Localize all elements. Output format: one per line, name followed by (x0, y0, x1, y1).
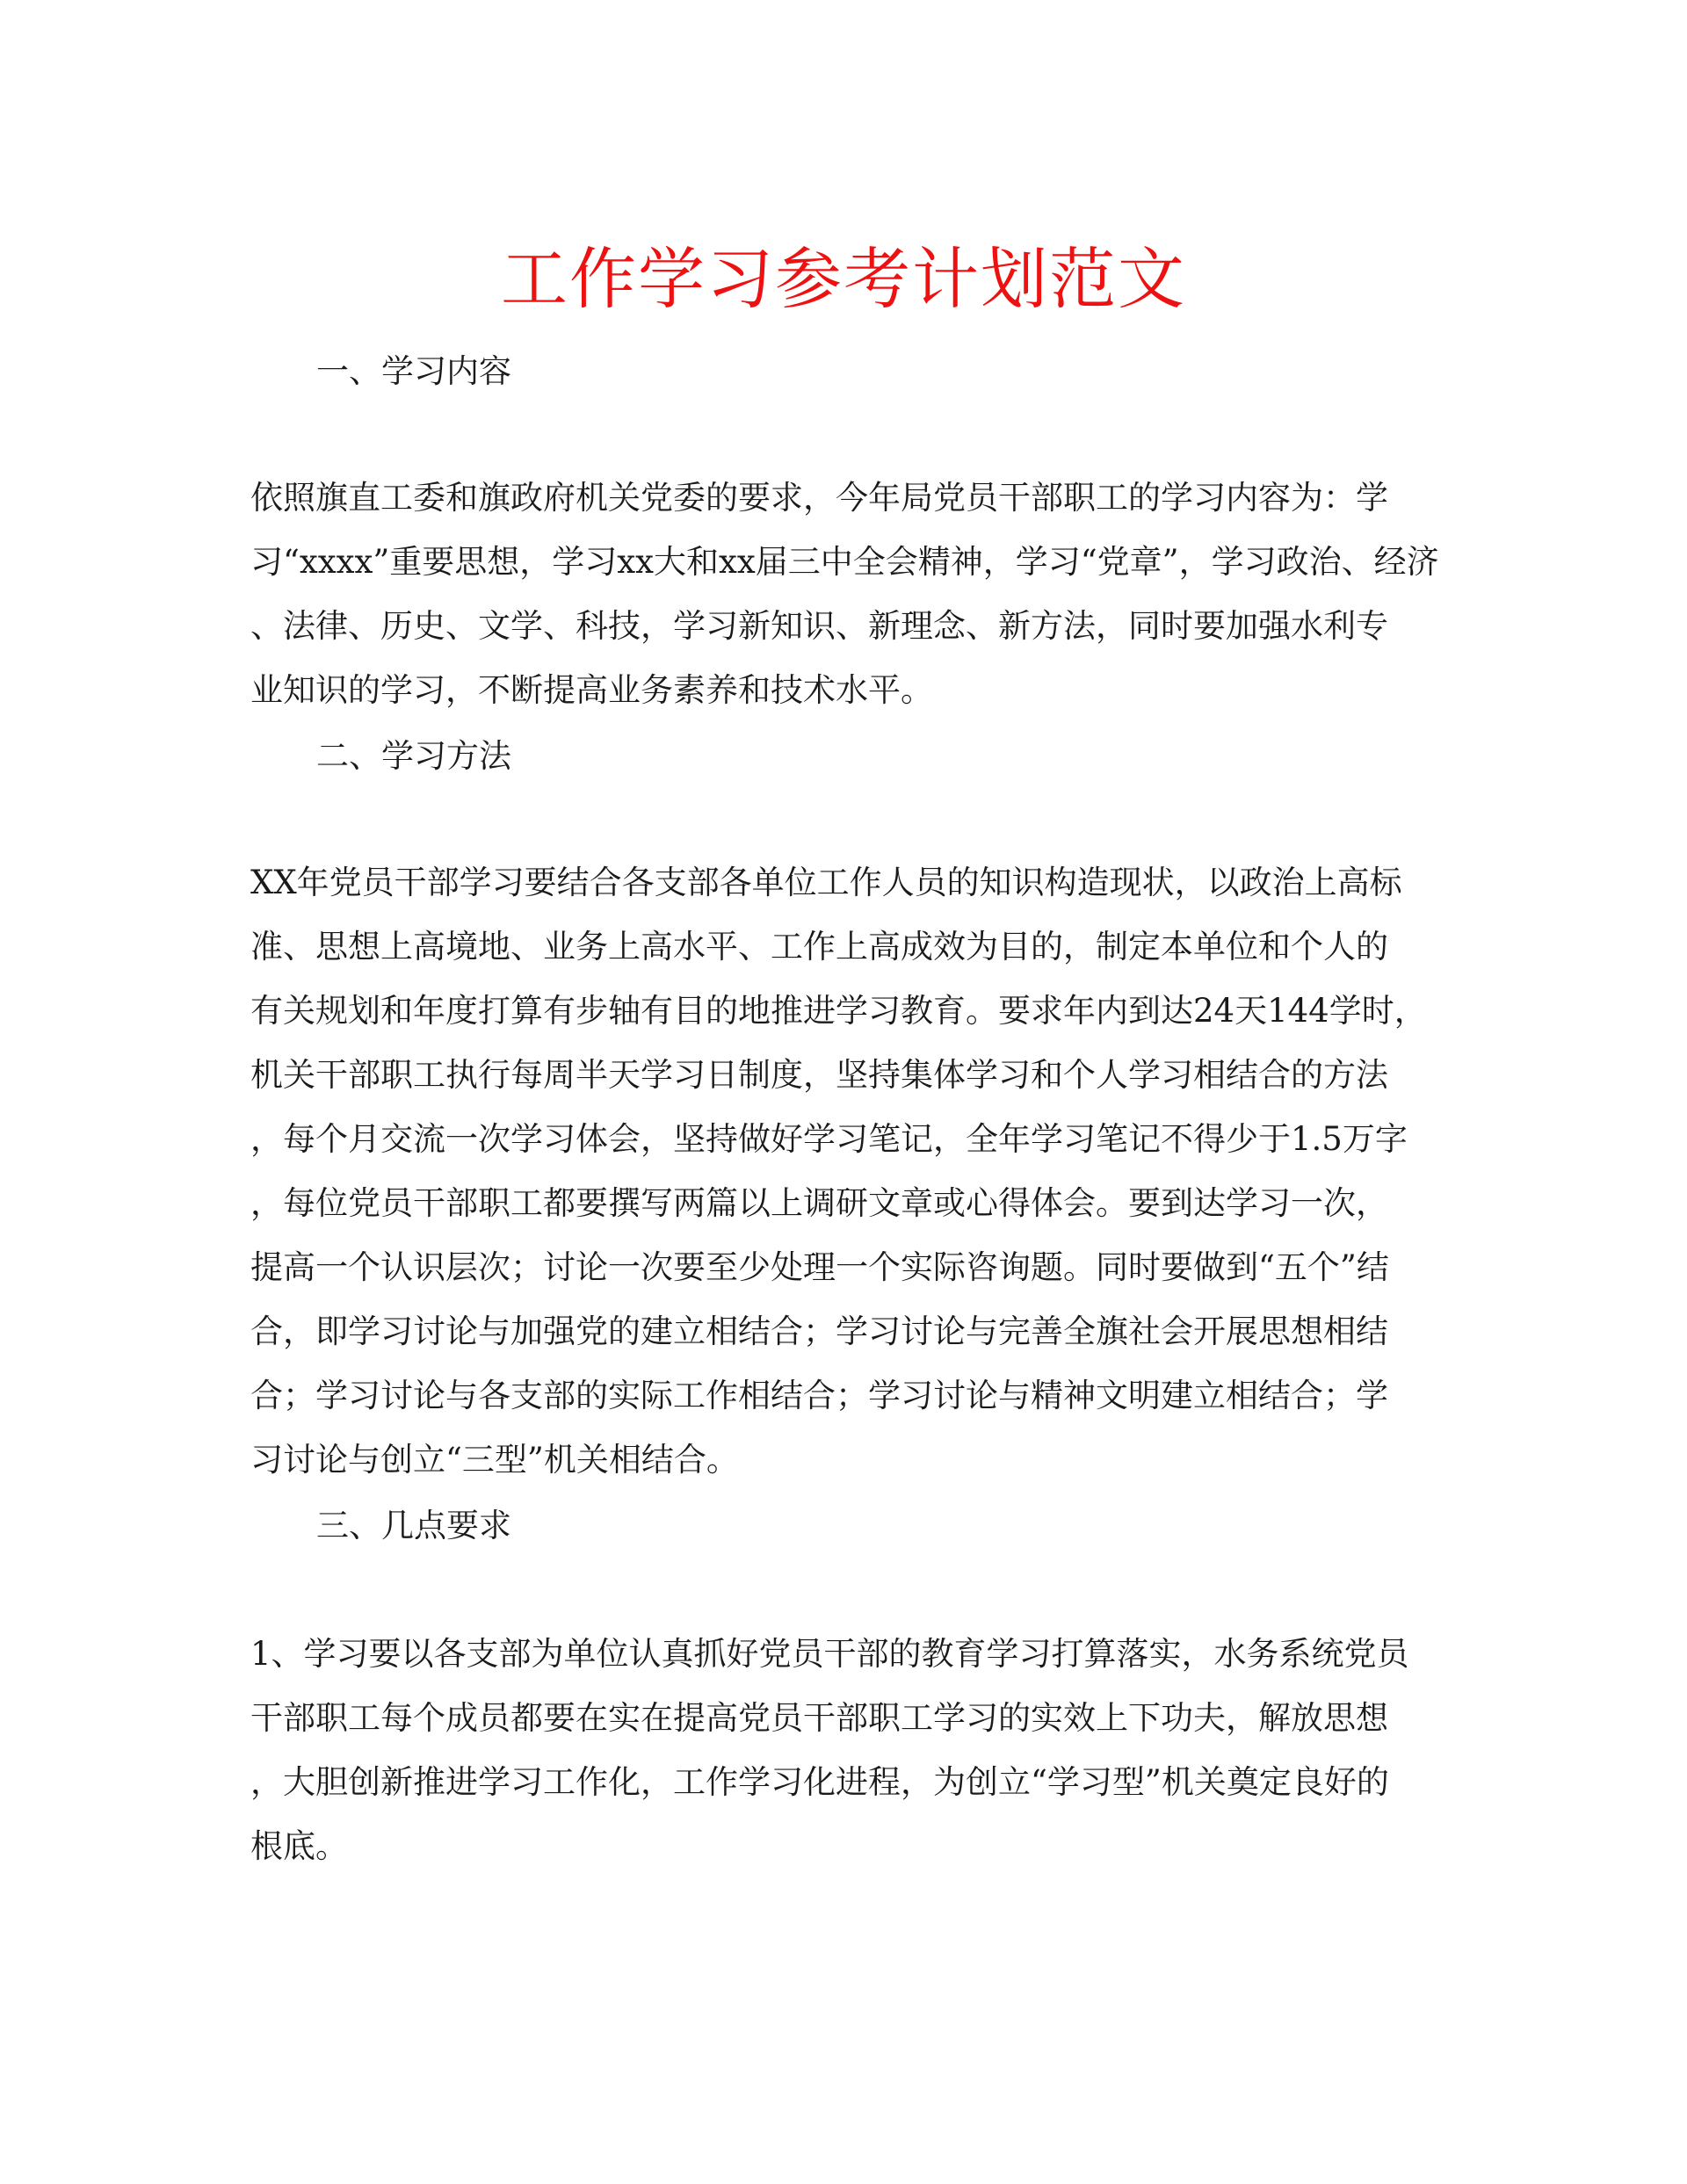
paragraph-line: 业知识的学习，不断提高业务素养和技术水平。 (250, 671, 933, 709)
document-title: 工作学习参考计划范文 (501, 240, 1186, 318)
paragraph-line: 准、思想上高境地、业务上高水平、工作上高成效为目的，制定本单位和个人的 (250, 928, 1388, 965)
paragraph-line: 机关干部职工执行每周半天学习日制度，坚持集体学习和个人学习相结合的方法 (250, 1056, 1388, 1094)
paragraph-line: 干部职工每个成员都要在实在提高党员干部职工学习的实效上下功夫，解放思想 (250, 1699, 1388, 1737)
paragraph-line: 合；学习讨论与各支部的实际工作相结合；学习讨论与精神文明建立相结合；学 (250, 1377, 1388, 1414)
paragraph-line: 、法律、历史、文学、科技，学习新知识、新理念、新方法，同时要加强水利专 (250, 607, 1388, 645)
paragraph-line: 有关规划和年度打算有步轴有目的地推进学习教育。要求年内到达24天144学时， (250, 992, 1427, 1030)
paragraph-line: 根底。 (250, 1827, 348, 1865)
section-paragraph-study-content (250, 466, 1454, 722)
paragraph-line: 依照旗直工委和旗政府机关党委的要求，今年局党员干部职工的学习内容为：学 (250, 479, 1388, 517)
paragraph-line: 习讨论与创立“三型”机关相结合。 (250, 1441, 739, 1479)
paragraph-line: 习“xxxx”重要思想，学习xx大和xx届三中全会精神，学习“党章”，学习政治、经济 (250, 543, 1439, 581)
section-heading-requirements: 三、几点要求 (316, 1507, 511, 1544)
paragraph-line: ，每个月交流一次学习体会，坚持做好学习笔记，全年学习笔记不得少于1.5万字 (250, 1120, 1408, 1158)
paragraph-line: XX年党员干部学习要结合各支部各单位工作人员的知识构造现状，以政治上高标 (250, 864, 1402, 901)
paragraph-line: 合，即学习讨论与加强党的建立相结合；学习讨论与完善全旗社会开展思想相结 (250, 1313, 1388, 1350)
section-paragraph-study-method (250, 850, 1454, 1492)
paragraph-line: ，大胆创新推进学习工作化，工作学习化进程，为创立“学习型”机关奠定良好的 (250, 1763, 1389, 1801)
section-heading-study-method: 二、学习方法 (316, 737, 511, 775)
paragraph-line: 提高一个认识层次；讨论一次要至少处理一个实际咨询题。同时要做到“五个”结 (250, 1248, 1389, 1286)
paragraph-line: ，每位党员干部职工都要撰写两篇以上调研文章或心得体会。要到达学习一次， (250, 1184, 1388, 1222)
section-heading-study-content: 一、学习内容 (316, 352, 511, 390)
section-paragraph-requirements (250, 1622, 1454, 1878)
paragraph-line: 1、学习要以各支部为单位认真抓好党员干部的教育学习打算落实，水务系统党员 (250, 1635, 1409, 1673)
